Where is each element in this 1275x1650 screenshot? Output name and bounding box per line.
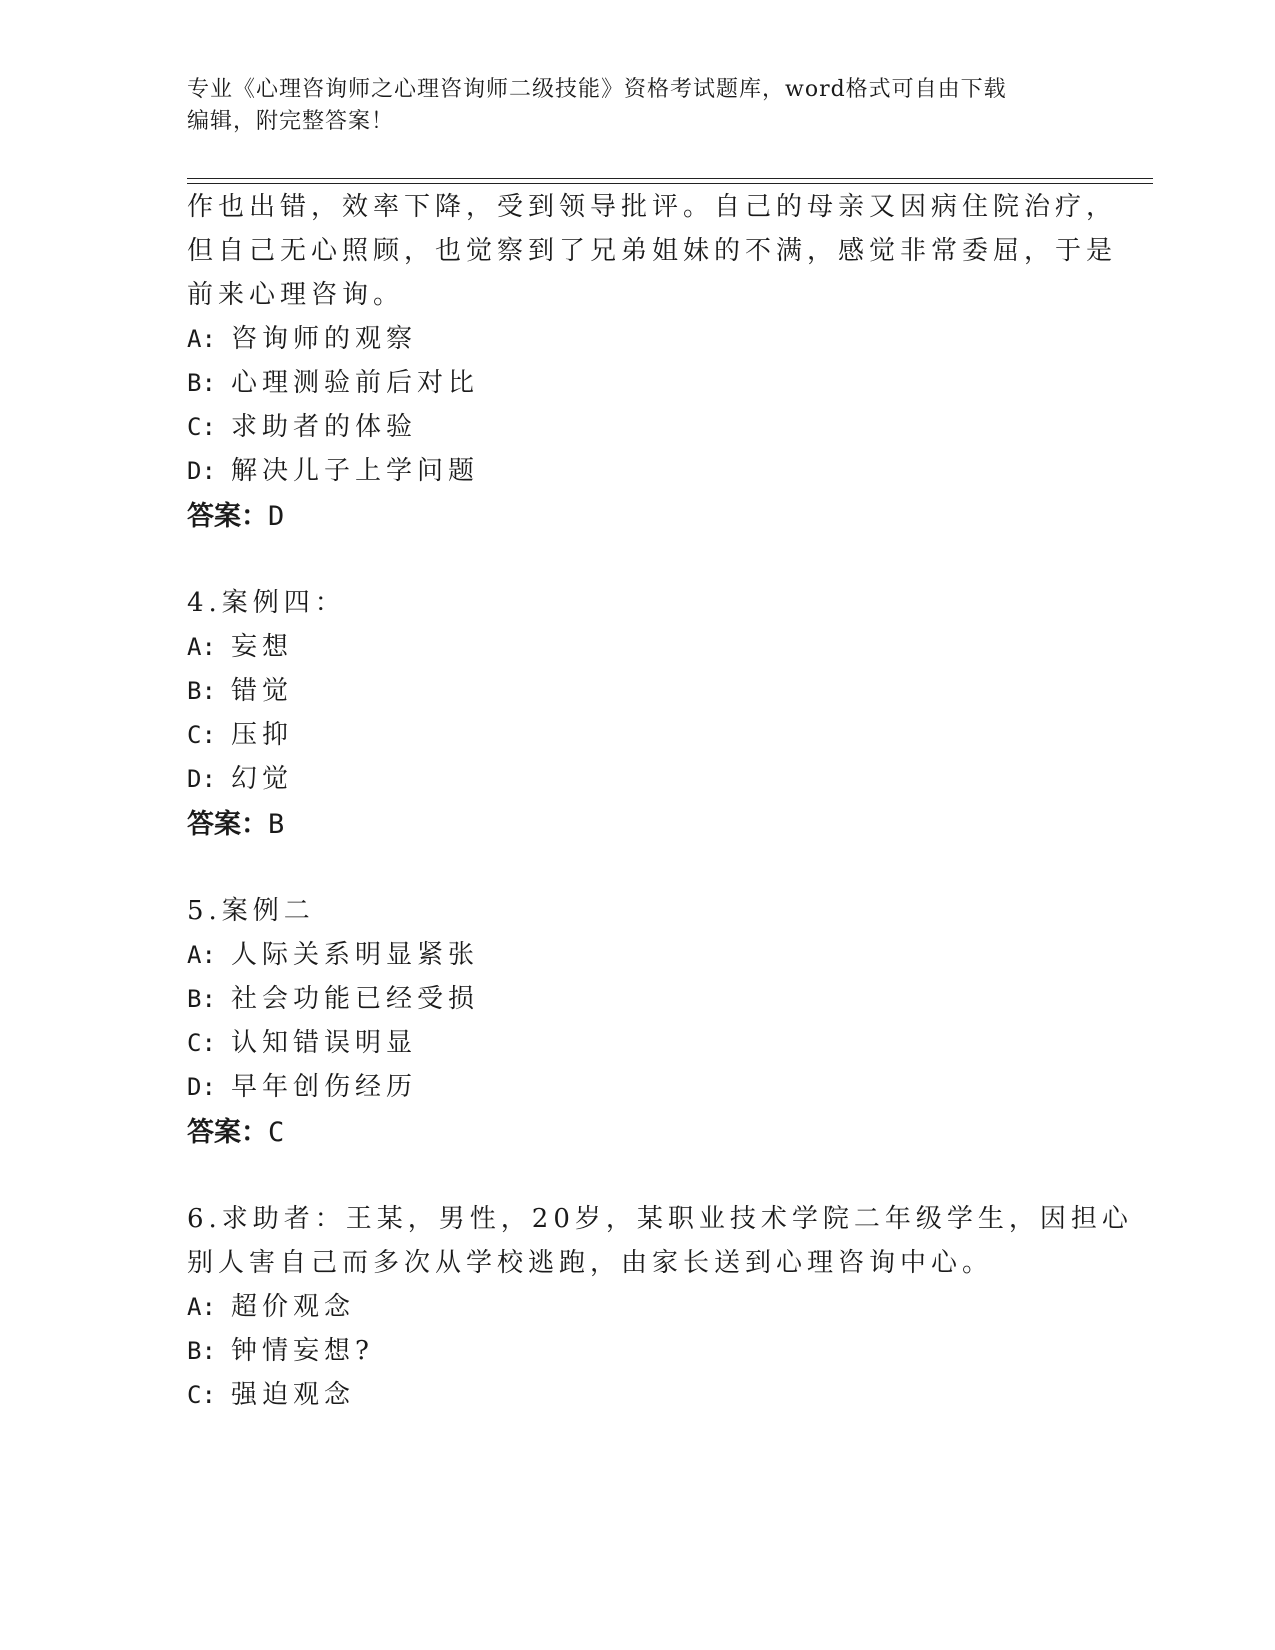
option-text: 强迫观念	[231, 1380, 356, 1410]
option-text: 咨询师的观察	[231, 324, 418, 354]
q4-option-b	[187, 670, 293, 707]
answer-value: D	[268, 501, 285, 532]
option-text: 幻觉	[231, 764, 294, 794]
q3-option-a	[187, 318, 417, 355]
q4-option-a	[187, 626, 293, 663]
option-key: A:	[187, 941, 216, 969]
answer-value: C	[268, 1117, 285, 1148]
answer-label: 答案：	[187, 1117, 268, 1148]
q3-option-b	[187, 362, 479, 399]
option-key: D:	[187, 1073, 216, 1101]
q3-answer	[187, 494, 284, 533]
option-text: 钟情妄想?	[231, 1336, 374, 1366]
option-key: B:	[187, 985, 216, 1013]
header-line-1: 专业《心理咨询师之心理咨询师二级技能》资格考试题库，word格式可自由下载	[187, 77, 1007, 102]
option-key: C:	[187, 1029, 216, 1057]
q3-stem-line-3: 前来心理咨询。	[187, 280, 405, 310]
option-key: B:	[187, 369, 216, 397]
header-divider-bottom	[187, 183, 1153, 184]
document-header	[187, 74, 1087, 138]
q5-option-b	[187, 978, 479, 1015]
option-key: C:	[187, 1381, 216, 1409]
q3-option-d	[187, 450, 479, 487]
option-text: 人际关系明显紧张	[231, 940, 480, 970]
option-text: 心理测验前后对比	[231, 368, 480, 398]
option-key: B:	[187, 1337, 216, 1365]
q6-stem-line-2: 别人害自己而多次从学校逃跑，由家长送到心理咨询中心。	[187, 1248, 994, 1278]
option-text: 认知错误明显	[231, 1028, 418, 1058]
q3-option-c	[187, 406, 417, 443]
option-key: A:	[187, 325, 216, 353]
option-text: 解决儿子上学问题	[231, 456, 480, 486]
q3-stem-line-2: 但自己无心照顾，也觉察到了兄弟姐妹的不满，感觉非常委屈，于是	[187, 236, 1118, 266]
option-text: 超价观念	[231, 1292, 356, 1322]
q4-option-d	[187, 758, 293, 795]
q6-stem-line-1: 6.求助者：王某，男性，20岁，某职业技术学院二年级学生，因担心	[187, 1204, 1133, 1234]
q5-answer	[187, 1110, 284, 1149]
option-key: A:	[187, 633, 216, 661]
q6-option-c	[187, 1374, 355, 1411]
answer-label: 答案：	[187, 809, 268, 840]
option-key: C:	[187, 721, 216, 749]
option-text: 妄想	[231, 632, 294, 662]
q4-answer	[187, 802, 284, 841]
header-divider-top	[187, 178, 1153, 179]
q3-stem-line-1: 作也出错，效率下降，受到领导批评。自己的母亲又因病住院治疗，	[187, 192, 1118, 222]
option-text: 压抑	[231, 720, 294, 750]
answer-label: 答案：	[187, 501, 268, 532]
option-key: A:	[187, 1293, 216, 1321]
option-text: 早年创伤经历	[231, 1072, 418, 1102]
option-text: 求助者的体验	[231, 412, 418, 442]
q5-option-d	[187, 1066, 417, 1103]
header-line-2: 编辑，附完整答案！	[187, 109, 395, 134]
q5-stem: 5.案例二	[187, 896, 315, 926]
q5-option-c	[187, 1022, 417, 1059]
q6-option-b	[187, 1330, 374, 1367]
option-text: 社会功能已经受损	[231, 984, 480, 1014]
option-key: B:	[187, 677, 216, 705]
option-text: 错觉	[231, 676, 294, 706]
option-key: C:	[187, 413, 216, 441]
answer-value: B	[268, 809, 285, 840]
q4-option-c	[187, 714, 293, 751]
q4-stem: 4.案例四：	[187, 588, 346, 618]
q5-option-a	[187, 934, 479, 971]
option-key: D:	[187, 457, 216, 485]
option-key: D:	[187, 765, 216, 793]
q6-option-a	[187, 1286, 355, 1323]
